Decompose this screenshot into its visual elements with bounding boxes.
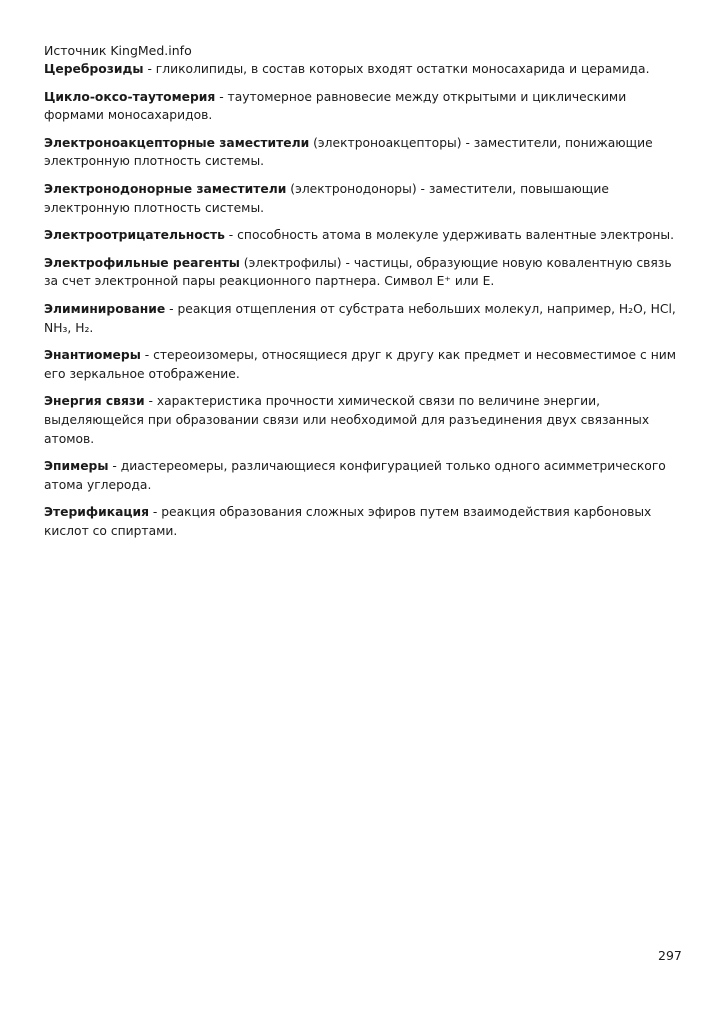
glossary-definition: - стереоизомеры, относящиеся друг к другу как предмет и несовместимое с ним его зеркальное отображение. [44,348,677,381]
glossary-entry [44,300,684,337]
glossary-term: Энантиомеры [44,348,141,363]
glossary-paren: (электроноакцепторы) [309,135,462,150]
glossary-definition: - характеристика прочности химической связи по величине энергии, выделяющейся при образовании связи или необходимой для разъединения двух связанных атомов. [44,394,650,446]
glossary-term: Электронодонорные заместители [44,181,287,196]
glossary-entry [44,180,684,217]
glossary-entry [44,254,684,291]
glossary-definition: - реакция отщепления от субстрата небольших молекул, например, H₂O, HCl, NH₃, H₂. [44,301,676,335]
glossary-definition: - заместители, понижающие электронную плотность системы. [44,135,653,169]
glossary-term: Электроотрицательность [44,228,225,243]
page-number: 297 [658,948,682,963]
glossary-definition: - реакция образования сложных эфиров путем взаимодействия карбоновых кислот со спиртами. [44,505,652,538]
glossary-entry [44,503,684,540]
glossary-entry [44,134,684,171]
glossary-term: Эпимеры [44,459,109,474]
glossary-definition: - гликолипиды, в состав которых входят остатки моносахарида и церамида. [143,62,650,76]
glossary-definition: - таутомерное равновесие между открытыми и циклическими формами моносахаридов. [44,89,627,123]
glossary-definition: - частицы, образующие новую ковалентную связь за счет электронной пары реакционного партнера. Символ E⁺ или E. [44,255,672,289]
source-header: Источник KingMed.info [44,43,192,58]
glossary-entry [44,392,684,448]
glossary-entry [44,60,684,79]
glossary-term: Этерификация [44,505,149,520]
glossary-definition: - диастереомеры, различающиеся конфигурацией только одного асимметрического атома углерода. [44,459,666,492]
glossary-entry [44,88,684,125]
glossary-entry [44,346,684,383]
glossary-term: Цереброзиды [44,62,144,76]
glossary-term: Элиминирование [44,301,166,316]
glossary-term: Электроноакцепторные заместители [44,135,310,150]
glossary-definition: - способность атома в молекуле удерживать валентные электроны. [224,228,675,243]
glossary-term: Энергия связи [44,394,145,409]
glossary-paren: (электрофилы) [239,255,342,270]
glossary-entry [44,226,684,245]
glossary-term: Электрофильные реагенты [44,255,240,270]
glossary-list [44,60,684,549]
glossary-term: Цикло-оксо-таутомерия [44,89,216,104]
glossary-entry [44,457,684,494]
glossary-paren: (электронодоноры) [286,181,417,196]
glossary-definition: - заместители, повышающие электронную плотность системы. [44,181,609,215]
